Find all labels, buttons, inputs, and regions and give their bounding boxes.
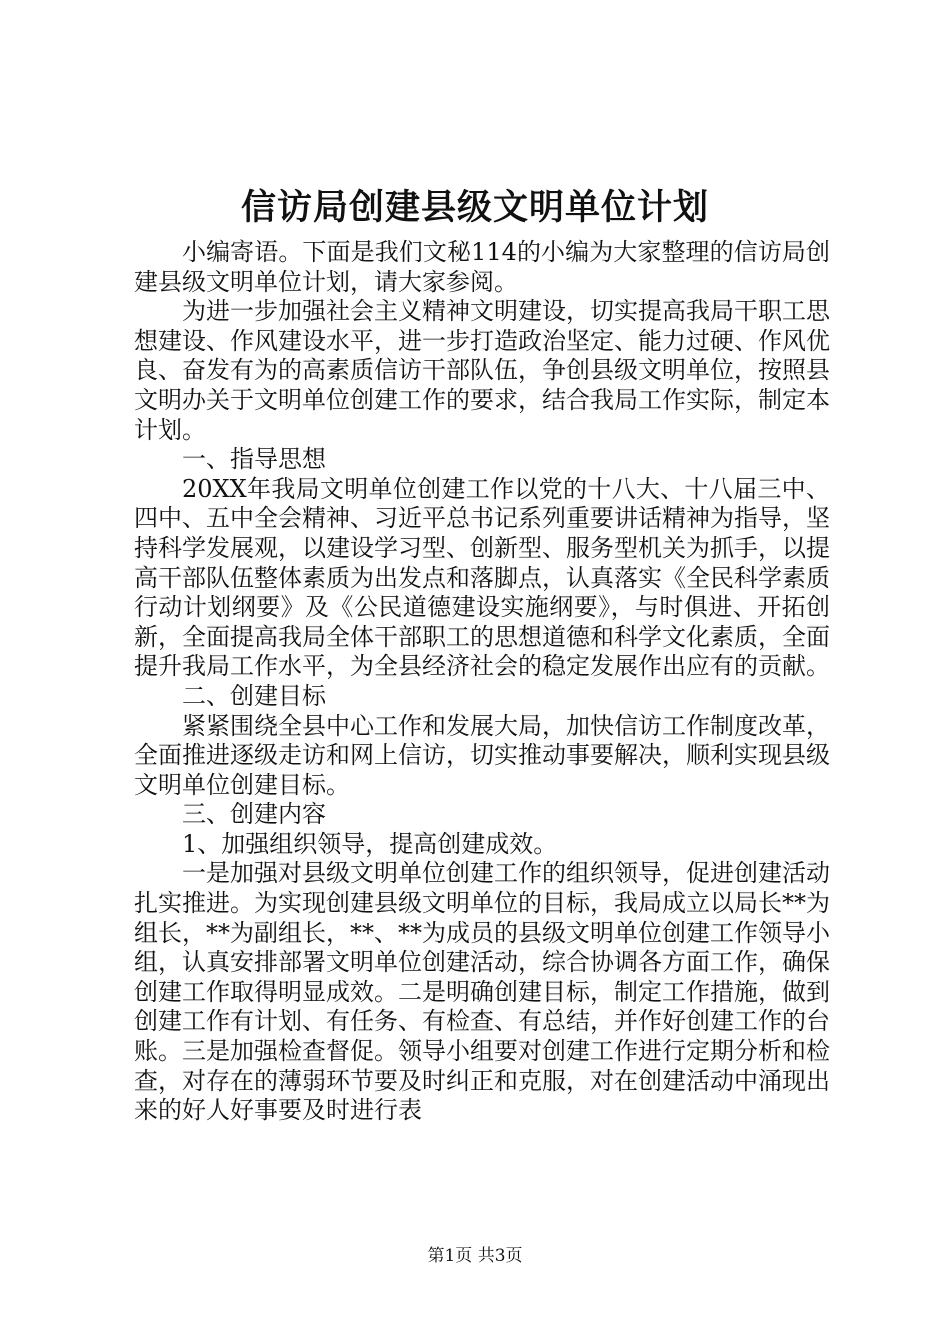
goals-paragraph: 紧紧围绕全县中心工作和发展大局，加快信访工作制度改革，全面推进逐级走访和网上信访，切实推动事要解决，顺利实现县级文明单位创建目标。 [134, 711, 830, 799]
section-heading-goals: 二、创建目标 [182, 681, 326, 710]
document-body [134, 238, 830, 1126]
subsection-heading-organization: 1、加强组织领导，提高创建成效。 [182, 829, 558, 858]
guiding-ideology-paragraph: 20XX年我局文明单位创建工作以党的十八大、十八届三中、四中、五中全会精神、习近平总书记系列重要讲话精神为指导，坚持科学发展观，以建设学习型、创新型、服务型机关为抓手，以提高干部队伍整体素质为出发点和落脚点，认真落实《全民科学素质行动计划纲要》及《公民道德建设实施纲要》，与时俱进、开拓创新，全面提高我局全体干部职工的思想道德和科学文化素质，全面提升我局工作水平，为全县经济社会的稳定发展作出应有的贡献。 [134, 474, 830, 681]
page-footer: 第1页 共3页 [427, 1246, 523, 1266]
section-heading-guiding-ideology: 一、指导思想 [182, 445, 326, 474]
document-title: 信访局创建县级文明单位计划 [240, 187, 709, 228]
organization-paragraph: 一是加强对县级文明单位创建工作的组织领导，促进创建活动扎实推进。为实现创建县级文明单位的目标，我局成立以局长**为组长，**为副组长，**、**为成员的县级文明单位创建工作领导小组，认真安排部署文明单位创建活动，综合协调各方面工作，确保创建工作取得明显成效。二是明确创建目标，制定工作措施，做到创建工作有计划、有任务、有检查、有总结，并作好创建工作的台账。三是加强检查督促。领导小组要对创建工作进行定期分析和检查，对存在的薄弱环节要及时纠正和克服，对在创建活动中涌现出来的好人好事要及时进行表 [134, 859, 830, 1125]
purpose-paragraph: 为进一步加强社会主义精神文明建设，切实提高我局干职工思想建设、作风建设水平，进一步打造政治坚定、能力过硬、作风优良、奋发有为的高素质信访干部队伍，争创县级文明单位，按照县文明办关于文明单位创建工作的要求，结合我局工作实际，制定本计划。 [134, 297, 830, 444]
section-heading-content: 三、创建内容 [182, 800, 326, 829]
intro-paragraph: 小编寄语。下面是我们文秘114的小编为大家整理的信访局创建县级文明单位计划，请大家参阅。 [134, 238, 830, 296]
